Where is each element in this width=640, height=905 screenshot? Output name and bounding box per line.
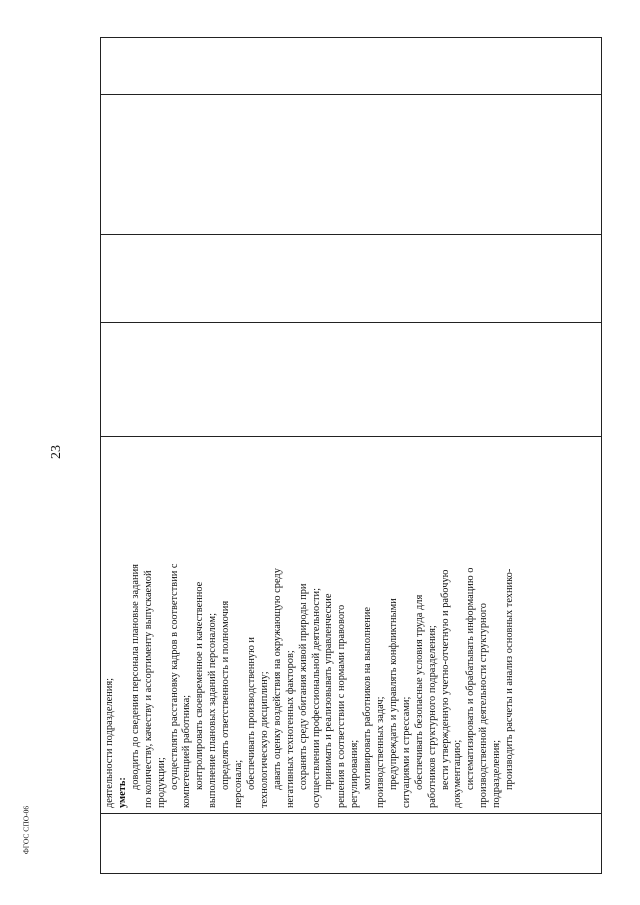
content-line: сохранять среду обитания живой природы при [297,583,309,790]
content-line: подразделения; [491,740,503,808]
content-line: деятельности подразделения; [104,677,115,808]
page-number [50,437,64,467]
table-container [100,38,602,874]
content-line: предупреждать и управлять конфликтными [387,598,399,790]
content-cell [101,437,602,814]
content-line: ситуациями и стрессами; [400,696,412,808]
page-number-text: 23 [49,445,64,459]
content-line: осуществлять расстановку кадров в соответствии с [168,563,180,790]
content-line: мотивировать работников на выполнение [362,607,374,790]
content-line: определять ответственность и полномочия [220,600,232,790]
content-line: систематизировать и обрабатывать информацию о [465,567,477,790]
discipline-cell [101,95,602,235]
content-line: обеспечивать безопасные условия труда для [413,594,425,790]
content-line: обеспечивать производственную и [245,637,257,790]
content-line: производственной деятельности структурного [478,603,490,808]
table-row [101,38,602,874]
content-line: работников структурного подразделения; [426,625,438,808]
content-line: негативных техногенных факторов; [284,650,296,808]
content-line: производственных задач; [375,696,387,808]
content-line: производить расчеты и анализ основных технико- [504,568,516,790]
hours-cell [101,323,602,437]
content-line: документацию; [452,739,464,808]
content-line: персонала; [233,759,245,808]
competency-cell [101,38,602,95]
content-line: давать оценку воздействия на окружающую среду [271,568,283,790]
content-line: доводить до сведения персонала плановые задания [129,564,141,790]
content-line: выполнение плановых заданий персоналом; [207,613,219,808]
content-line: регулирования; [349,739,361,808]
content-lines [104,442,517,808]
content-line: контролировать своевременное и качественное [194,581,206,790]
content-line: продукции; [155,757,167,808]
content-line: компетенцией работника; [181,694,193,808]
content-line: по количеству, качеству и ассортименту выпускаемой [142,570,154,808]
footer-text: ФГОС СПО-06 [21,805,31,855]
content-line: технологическую дисциплину; [258,671,270,808]
content-line: уметь: [116,777,128,808]
code-cell [101,814,602,874]
competency-table [100,37,602,874]
hours-cell-2 [101,235,602,323]
content-line: вести утвержденную учетно-отчетную и рабочую [439,569,451,790]
content-line: принимать и реализовывать управленческие [323,593,335,790]
footer [20,790,32,870]
content-line: решения в соответствии с нормами правового [336,604,348,808]
content-line: осуществлении профессиональной деятельности; [310,587,322,808]
